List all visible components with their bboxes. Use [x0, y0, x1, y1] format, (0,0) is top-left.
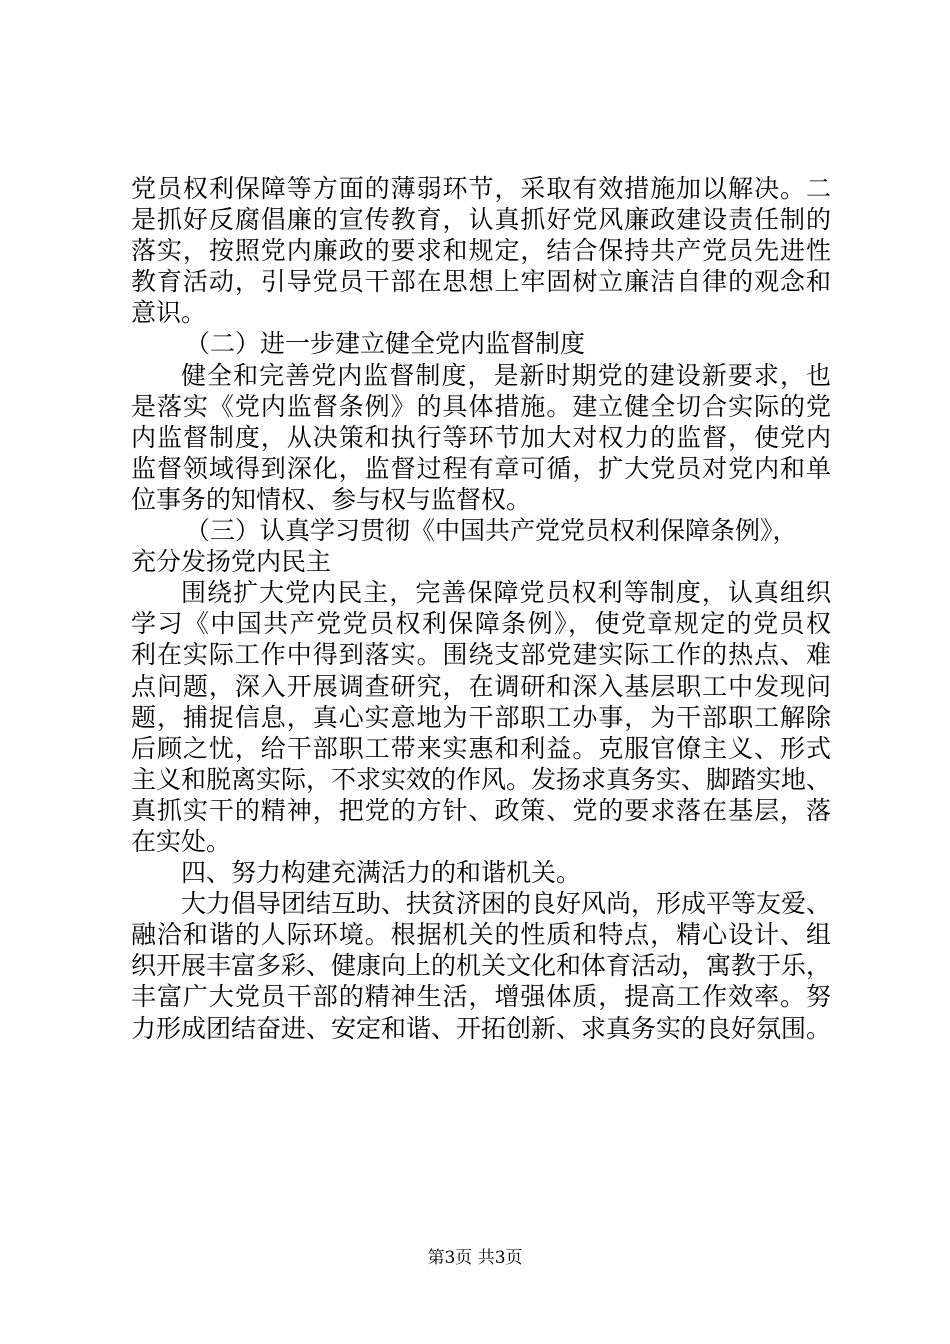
section-heading: （二）进一步建立健全党内监督制度 [185, 329, 586, 359]
text-line: 落实，按照党内廉政的要求和规定，结合保持共产党员先进性 [131, 236, 831, 266]
text-line: 主义和脱离实际，不求实效的作风。发扬求真务实、脚踏实地、 [131, 764, 832, 794]
text-line: 真抓实干的精神，把党的方针、政策、党的要求落在基层，落 [131, 795, 831, 825]
text-line: 健全和完善党内监督制度，是新时期党的建设新要求，也 [181, 360, 831, 390]
text-line: 监督领域得到深化，监督过程有章可循，扩大党员对党内和单 [131, 453, 831, 483]
text-line: 后顾之忧，给干部职工带来实惠和利益。克服官僚主义、形式 [131, 733, 831, 763]
text-line: 四、努力构建充满活力的和谐机关。 [181, 858, 582, 888]
text-line: 融洽和谐的人际环境。根据机关的性质和特点，精心设计、组 [131, 920, 831, 950]
text-line: 大力倡导团结互助、扶贫济困的良好风尚，形成平等友爱、 [181, 889, 832, 919]
text-line: 点问题，深入开展调查研究，在调研和深入基层职工中发现问 [131, 671, 831, 701]
page-number: 第3页 共3页 [427, 1248, 523, 1268]
text-line: 织开展丰富多彩、健康向上的机关文化和体育活动，寓教于乐， [131, 951, 832, 981]
section-heading: （三）认真学习贯彻《中国共产党党员权利保障条例》， [185, 516, 798, 546]
text-line: 题，捕捉信息，真心实意地为干部职工办事，为干部职工解除 [131, 702, 831, 732]
text-line: 内监督制度，从决策和执行等环节加大对权力的监督，使党内 [131, 422, 831, 452]
text-line: 教育活动，引导党员干部在思想上牢固树立廉洁自律的观念和 [131, 267, 831, 297]
text-line: 是抓好反腐倡廉的宣传教育，认真抓好党风廉政建设责任制的 [131, 205, 831, 235]
page-footer [0, 1243, 950, 1268]
text-line: 党员权利保障等方面的薄弱环节，采取有效措施加以解决。二 [131, 174, 831, 203]
text-line: 在实处。 [131, 826, 232, 856]
text-line: 学习《中国共产党党员权利保障条例》，使党章规定的党员权 [131, 609, 831, 639]
text-line: 丰富广大党员干部的精神生活，增强体质，提高工作效率。努 [131, 982, 831, 1012]
document-body [131, 173, 831, 1044]
text-line: 利在实际工作中得到落实。围绕支部党建实际工作的热点、难 [131, 640, 831, 670]
text-line: 是落实《党内监督条例》的具体措施。建立健全切合实际的党 [131, 391, 831, 421]
text-line: 位事务的知情权、参与权与监督权。 [131, 484, 532, 514]
text-line: 意识。 [131, 298, 207, 328]
text-line: 力形成团结奋进、安定和谐、开拓创新、求真务实的良好氛围。 [131, 1013, 832, 1043]
text-line: 围绕扩大党内民主，完善保障党员权利等制度，认真组织 [181, 578, 831, 608]
text-line: 充分发扬党内民主 [131, 547, 332, 577]
